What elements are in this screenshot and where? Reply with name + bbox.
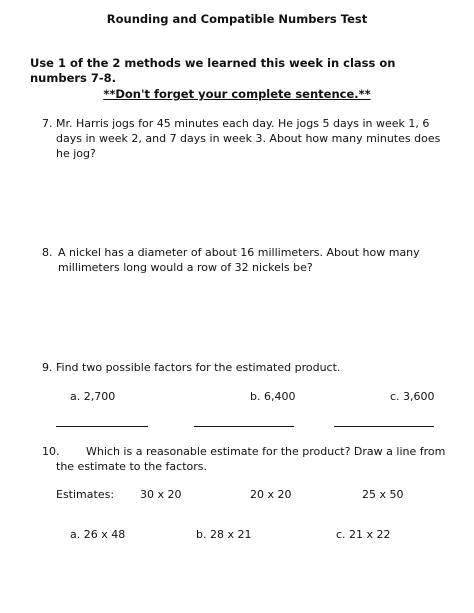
- q9-answer-line-c[interactable]: [334, 426, 434, 427]
- question-7-text: Mr. Harris jogs for 45 minutes each day. He jogs 5 days in week 1, 6 days in week 2, and 7 days in week 3. About how many minutes does he jog?: [56, 117, 441, 160]
- q9-choice-c: c. 3,600: [390, 390, 435, 403]
- question-8-number: 8.: [42, 246, 53, 259]
- factor-c: c. 21 x 22: [336, 528, 391, 541]
- q9-choice-a: a. 2,700: [70, 390, 116, 403]
- estimate-1: 30 x 20: [140, 488, 182, 501]
- q9-answer-line-b[interactable]: [194, 426, 294, 427]
- factor-b: b. 28 x 21: [196, 528, 252, 541]
- instructions: Use 1 of the 2 methods we learned this week in class on numbers 7-8.: [30, 56, 396, 85]
- question-10-number: 10.: [42, 445, 60, 458]
- estimates-label: Estimates:: [56, 488, 115, 501]
- reminder: [0, 87, 474, 101]
- question-8-text: A nickel has a diameter of about 16 millimeters. About how many millimeters long would a row of 32 nickels be?: [58, 246, 420, 274]
- question-9-number: 9.: [42, 361, 53, 374]
- page-title: Rounding and Compatible Numbers Test: [106, 12, 368, 26]
- reminder-text: **Don't forget your complete sentence.**: [103, 87, 371, 101]
- question-9-text: Find two possible factors for the estimated product.: [56, 361, 341, 374]
- question-7-number: 7.: [42, 117, 53, 130]
- q9-answer-line-a[interactable]: [56, 426, 148, 427]
- estimate-3: 25 x 50: [362, 488, 404, 501]
- q9-choice-b: b. 6,400: [250, 390, 296, 403]
- factor-a: a. 26 x 48: [70, 528, 126, 541]
- question-10-text: Which is a reasonable estimate for the product? Draw a line from the estimate to the factors.: [56, 445, 446, 473]
- estimate-2: 20 x 20: [250, 488, 292, 501]
